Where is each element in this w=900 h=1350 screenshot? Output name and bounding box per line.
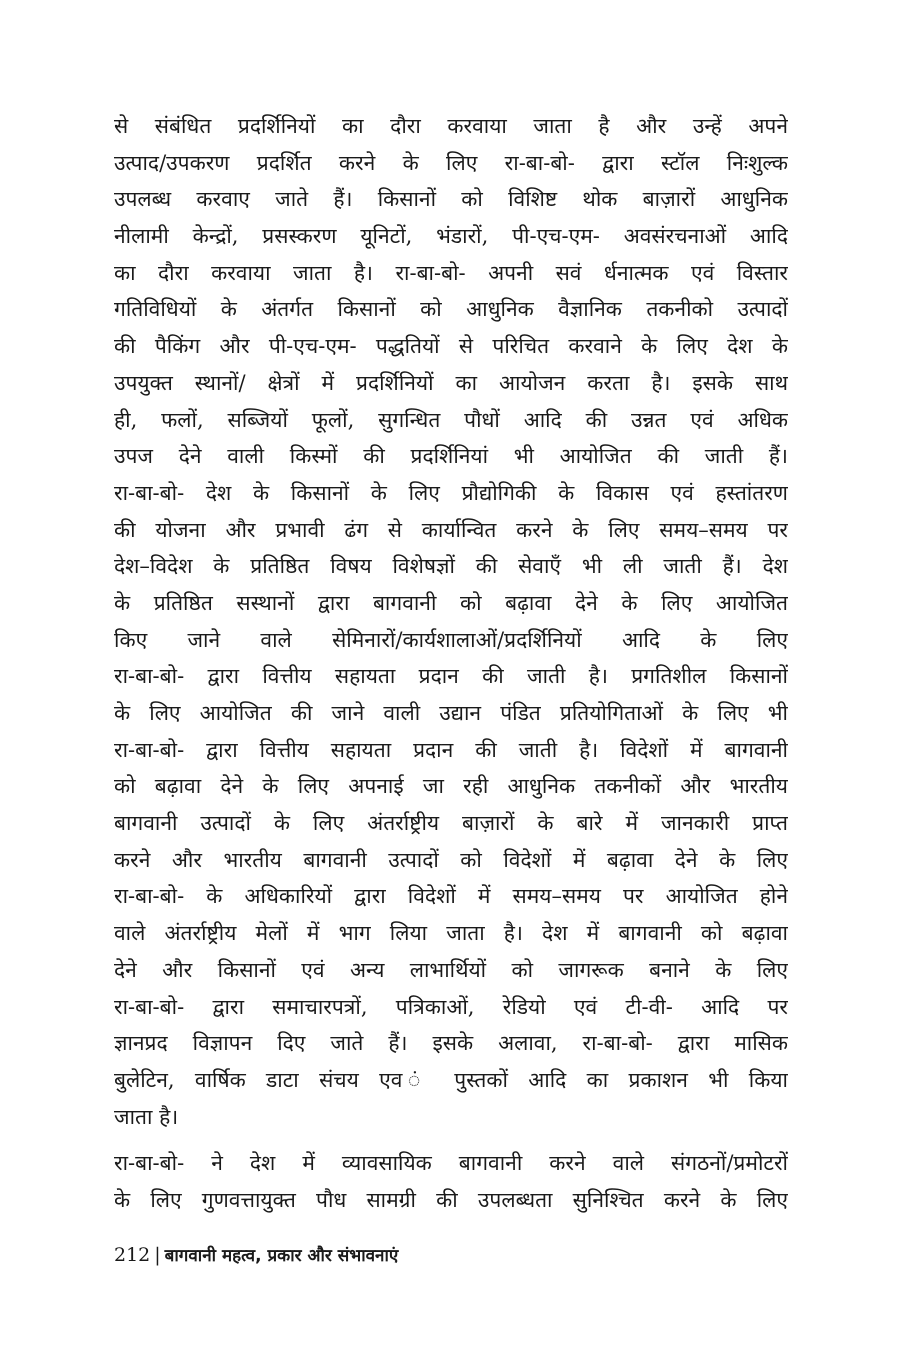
text-line: को बढ़ावा देने के लिए अपनाई जा रही आधुनिक तकनीकों और भारतीय xyxy=(114,774,788,799)
page-footer xyxy=(114,1240,398,1271)
text-line: किए जाने वाले सेमिनारों/कार्यशालाओं/प्रदर्शिनियों आदि के लिए xyxy=(114,627,788,652)
page-number: 212 xyxy=(114,1244,151,1266)
paragraph-gap xyxy=(114,1135,788,1145)
footer-separator: | xyxy=(154,1244,161,1266)
text-line: के प्रतिष्ठित सस्थानों द्वारा बागवानी को बढ़ावा देने के लिए आयोजित xyxy=(114,590,788,615)
text-line: जाता है। xyxy=(114,1104,179,1129)
text-line: करने और भारतीय बागवानी उत्पादों को विदेशों में बढ़ावा देने के लिए xyxy=(114,847,788,872)
text-line: ज्ञानप्रद विज्ञापन दिए जाते हैं। इसके अलावा, रा-बा-बो- द्वारा मासिक xyxy=(114,1031,788,1056)
page-body xyxy=(114,108,788,1219)
text-line: रा-बा-बो- के अधिकारियों द्वारा विदेशों में समय–समय पर आयोजित होने xyxy=(114,884,788,909)
text-line: गतिविधियों के अंतर्गत किसानों को आधुनिक वैज्ञानिक तकनीको उत्पादों xyxy=(114,297,788,322)
text-line: से संबंधित प्रदर्शिनियों का दौरा करवाया जाता है और उन्हें अपने xyxy=(114,114,788,138)
text-line: देने और किसानों एवं अन्य लाभार्थियों को जागरूक बनाने के लिए xyxy=(114,957,788,982)
text-line: रा-बा-बो- द्वारा समाचारपत्रों, पत्रिकाओं, रेडियो एवं टी-वी- आदि पर xyxy=(114,994,788,1019)
running-title: बागवानी महत्व, प्रकार और संभावनाएं xyxy=(164,1246,399,1266)
text-line: उत्पाद/उपकरण प्रदर्शित करने के लिए रा-बा-बो- द्वारा स्टॉल निःशुल्क xyxy=(114,150,788,175)
text-line: उपयुक्त स्थानों/ क्षेत्रों में प्रदर्शिनियों का आयोजन करता है। इसके साथ xyxy=(114,370,788,395)
text-line: ही, फलों, सब्जियों फूलों, सुगन्धित पौधों आदि की उन्नत एवं अधिक xyxy=(114,407,788,432)
text-line: देश–विदेश के प्रतिष्ठित विषय विशेषज्ञों की सेवाएँ भी ली जाती हैं। देश xyxy=(114,554,788,579)
text-line: उपज देने वाली किस्मों की प्रदर्शिनियां भी आयोजित की जाती हैं। xyxy=(114,444,788,469)
paragraph xyxy=(114,1145,788,1218)
text-line: बुलेटिन, वार्षिक डाटा संचय एव ं पुस्तकों आदि का प्रकाशन भी किया xyxy=(114,1067,788,1092)
text-line: की पैकिंग और पी-एच-एम- पद्धतियों से परिचित करवाने के लिए देश के xyxy=(114,334,788,359)
text-line: की योजना और प्रभावी ढंग से कार्यान्वित करने के लिए समय–समय पर xyxy=(114,517,788,542)
text-line: रा-बा-बो- देश के किसानों के लिए प्रौद्योगिकी के विकास एवं हस्तांतरण xyxy=(114,480,788,505)
text-line: के लिए आयोजित की जाने वाली उद्यान पंडित प्रतियोगिताओं के लिए भी xyxy=(114,701,788,725)
text-line: बागवानी उत्पादों के लिए अंतर्राष्ट्रीय बाज़ारों के बारे में जानकारी प्राप्त xyxy=(114,811,788,836)
text-line: रा-बा-बो- द्वारा वित्तीय सहायता प्रदान की जाती है। प्रगतिशील किसानों xyxy=(114,664,788,689)
text-line: रा-बा-बो- ने देश में व्यावसायिक बागवानी करने वाले संगठनों/प्रमोटरों xyxy=(114,1151,788,1176)
paragraph xyxy=(114,108,788,1135)
text-line: नीलामी केन्द्रों, प्रसस्करण यूनिटों, भंडारों, पी-एच-एम- अवसंरचनाओं आदि xyxy=(114,224,788,249)
text-line: रा-बा-बो- द्वारा वित्तीय सहायता प्रदान की जाती है। विदेशों में बागवानी xyxy=(114,737,788,762)
text-line: उपलब्ध करवाए जाते हैं। किसानों को विशिष्ट थोक बाज़ारों आधुनिक xyxy=(114,187,788,212)
text-line: का दौरा करवाया जाता है। रा-बा-बो- अपनी सवं र्धनात्मक एवं विस्तार xyxy=(114,260,788,285)
text-line: के लिए गुणवत्तायुक्त पौध सामग्री की उपलब्धता सुनिश्चित करने के लिए xyxy=(114,1187,788,1212)
text-line: वाले अंतर्राष्ट्रीय मेलों में भाग लिया जाता है। देश में बागवानी को बढ़ावा xyxy=(114,921,788,946)
